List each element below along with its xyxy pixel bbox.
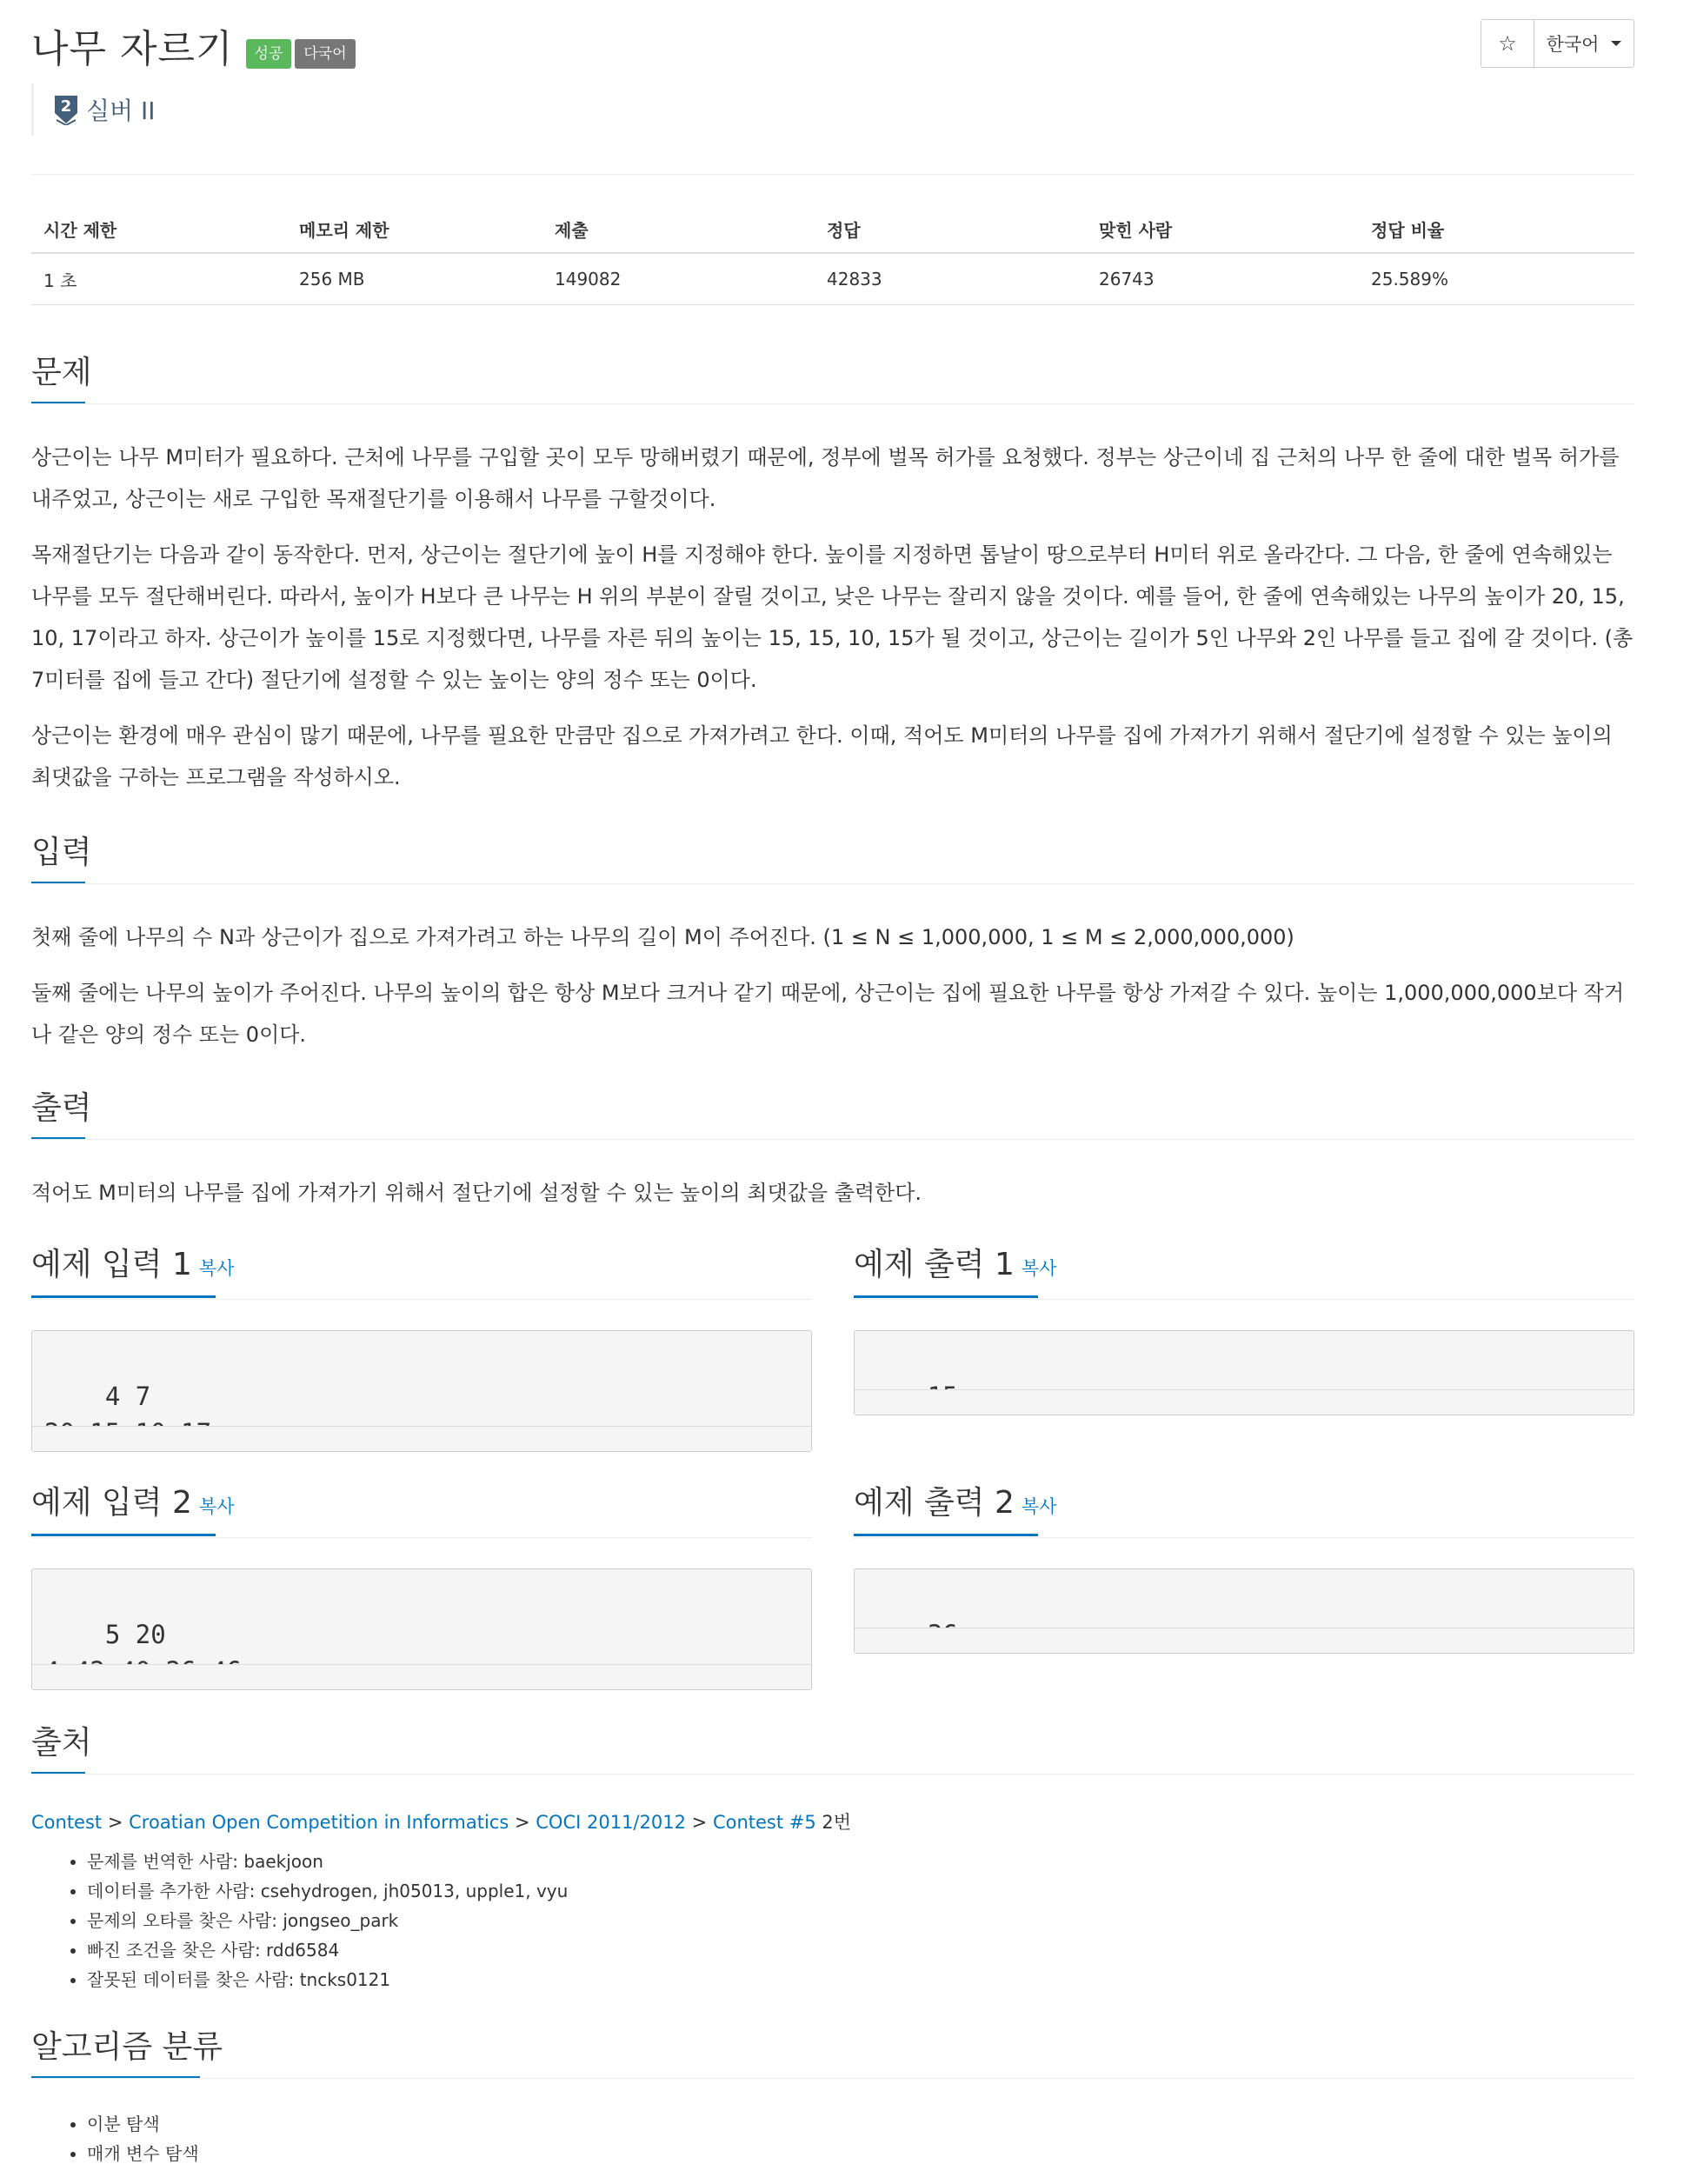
source-link-contest-5[interactable]: Contest #5 [712, 1812, 816, 1833]
source-problem-number: 2번 [822, 1812, 852, 1833]
title-divider [31, 174, 1634, 175]
output-section-label: 출력 [31, 1090, 92, 1126]
header-accept-ratio: 정답 비율 [1359, 205, 1634, 253]
section-underline [31, 1534, 216, 1536]
title-row [31, 19, 356, 71]
sample-input-1-box[interactable] [31, 1330, 812, 1452]
section-divider [31, 1537, 812, 1538]
star-icon: ☆ [1498, 31, 1517, 56]
stats-header-row [31, 205, 1634, 253]
source-section-title [31, 1718, 92, 1762]
value-accept-ratio: 25.589% [1359, 253, 1634, 305]
algorithms-section-title [31, 2022, 223, 2067]
caret-down-icon [1611, 41, 1621, 46]
breadcrumb-separator: > [691, 1812, 708, 1833]
header-solved-users: 맞힌 사람 [1087, 205, 1359, 253]
algorithms-section-label: 알고리즘 분류 [31, 2029, 223, 2065]
source-link-contest[interactable]: Contest [31, 1812, 103, 1833]
multilingual-badge: 다국어 [295, 39, 355, 69]
section-divider [31, 1299, 812, 1300]
value-accepted: 42833 [815, 253, 1087, 305]
stats-value-row [31, 253, 1634, 305]
header-time-limit: 시간 제한 [31, 205, 287, 253]
breadcrumb-separator: > [514, 1812, 530, 1833]
copy-sample-input-2-button[interactable]: 복사 [198, 1496, 235, 1517]
input-paragraph-1: 첫째 줄에 나무의 수 N과 상근이가 집으로 가져가려고 하는 나무의 길이 M이 주어진다. (1 ≤ N ≤ 1,000,000, 1 ≤ M ≤ 2,000,000,000) [31, 925, 1294, 949]
sample-input-2-label: 예제 입력 2 [31, 1485, 192, 1521]
source-link-coi[interactable]: Croatian Open Competition in Informatics [129, 1812, 509, 1833]
algorithm-tag[interactable]: • 매개 변수 탐색 [87, 2139, 199, 2168]
value-submissions: 149082 [542, 253, 815, 305]
section-divider [31, 403, 1634, 404]
input-section-label: 입력 [31, 835, 92, 870]
sample-input-2-title [31, 1478, 234, 1522]
copy-sample-output-1-button[interactable]: 복사 [1021, 1258, 1057, 1279]
value-time-limit: 1 초 [31, 253, 287, 305]
copy-sample-input-1-button[interactable]: 복사 [198, 1258, 235, 1279]
section-divider [31, 883, 1634, 884]
problem-title: 나무 자르기 [31, 27, 234, 71]
input-paragraph-2: 둘째 줄에는 나무의 높이가 주어진다. 나무의 높이의 합은 항상 M보다 크거나 같기 때문에, 상근이는 집에 필요한 나무를 항상 가져갈 수 있다. 높이는 1,000,000,000보다 작거나 같은 양의 정수 또는 0이다. [31, 981, 1625, 1047]
favorite-star-button[interactable] [1481, 20, 1534, 67]
tier-shield-icon [53, 94, 79, 125]
header-submissions: 제출 [542, 205, 815, 253]
value-solved-users: 26743 [1087, 253, 1359, 305]
sample-output-2-title [854, 1478, 1056, 1522]
top-controls [1481, 19, 1634, 68]
copy-sample-output-2-button[interactable]: 복사 [1021, 1496, 1057, 1517]
breadcrumb-separator: > [107, 1812, 123, 1833]
output-paragraph-1: 적어도 M미터의 나무를 집에 가져가기 위해서 절단기에 설정할 수 있는 높이의 최댓값을 출력한다. [31, 1181, 922, 1205]
pre-footer [855, 1389, 1634, 1415]
pre-footer [855, 1628, 1634, 1653]
credits-list [66, 1847, 568, 1994]
section-underline [854, 1534, 1038, 1536]
problem-section-label: 문제 [31, 355, 92, 390]
source-link-coci-year[interactable]: COCI 2011/2012 [536, 1812, 686, 1833]
problem-paragraph-2: 목재절단기는 다음과 같이 동작한다. 먼저, 상근이는 절단기에 높이 H를 지정해야 한다. 높이를 지정하면 톱날이 땅으로부터 H미터 위로 올라간다. 그 다음, 한 줄에 연속해있는 나무를 모두 절단해버린다. 따라서, 높이가 H보다 큰 나무는 H 위의 부분이 잘릴 것이고, 낮은 나무는 잘리지 않을 것이다. 예를 들어, 한 줄에 연속해있는 나무의 높이가 20, 15, 10, 17이라고 하자. 상근이가 높이를 15로 지정했다면, 나무를 자른 뒤의 높이는 15, 15, 10, 15가 될 것이고, 상근이는 길이가 5인 나무와 2인 나무를 들고 집에 갈 것이다. (총 7미터를 집에 들고 간다) 절단기에 설정할 수 있는 높이는 양의 정수 또는 0이다. [31, 543, 1634, 692]
input-section-title [31, 828, 92, 872]
language-dropdown[interactable] [1534, 20, 1634, 67]
tier-number: 2 [60, 97, 72, 116]
sample-input-2-box[interactable] [31, 1568, 812, 1690]
tier-link[interactable]: 실버 II [86, 97, 156, 125]
credit-item: • 빠진 조건을 찾은 사람: rdd6584 [87, 1935, 568, 1965]
source-section-label: 출처 [31, 1725, 92, 1761]
sample-input-1-title [31, 1240, 234, 1284]
success-badge: 성공 [246, 39, 292, 69]
problem-paragraph-3: 상근이는 환경에 매우 관심이 많기 때문에, 나무를 필요한 만큼만 집으로 가져가려고 한다. 이때, 적어도 M미터의 나무를 집에 가져가기 위해서 절단기에 설정할 수 있는 높이의 최댓값을 구하는 프로그램을 작성하시오. [31, 723, 1613, 789]
output-section-title [31, 1083, 92, 1128]
source-breadcrumb [31, 1808, 851, 1834]
sample-output-1-box[interactable] [854, 1330, 1634, 1415]
section-underline [854, 1295, 1038, 1298]
problem-stats-table [31, 205, 1634, 305]
credit-item: • 데이터를 추가한 사람: csehydrogen, jh05013, upple1, vyu [87, 1876, 568, 1906]
section-divider [854, 1299, 1634, 1300]
section-divider [31, 1139, 1634, 1140]
section-divider [854, 1537, 1634, 1538]
problem-paragraph-1: 상근이는 나무 M미터가 필요하다. 근처에 나무를 구입할 곳이 모두 망해버렸기 때문에, 정부에 벌목 허가를 요청했다. 정부는 상근이네 집 근처의 나무 한 줄에 대한 벌목 허가를 내주었고, 상근이는 새로 구입한 목재절단기를 이용해서 나무를 구할것이다. [31, 445, 1620, 511]
language-label: 한국어 [1546, 34, 1600, 55]
section-divider [31, 2078, 1634, 2079]
sample-output-2-box[interactable] [854, 1568, 1634, 1654]
credit-item: • 문제의 오타를 찾은 사람: jongseo_park [87, 1906, 568, 1935]
section-underline [31, 1295, 216, 1298]
sample-output-2-label: 예제 출력 2 [854, 1485, 1015, 1521]
sample-output-1-label: 예제 출력 1 [854, 1247, 1015, 1282]
problem-section-title [31, 348, 92, 392]
algorithm-tag[interactable]: • 이분 탐색 [87, 2109, 199, 2139]
pre-footer [32, 1426, 811, 1451]
header-memory-limit: 메모리 제한 [287, 205, 542, 253]
sample-input-1-label: 예제 입력 1 [31, 1247, 192, 1282]
header-accepted: 정답 [815, 205, 1087, 253]
pre-footer [32, 1664, 811, 1689]
value-memory-limit: 256 MB [287, 253, 542, 305]
sample-input-2-content: 5 20 [104, 1620, 166, 1649]
sample-input-1-content: 4 7 [104, 1382, 151, 1411]
algorithm-tags-list [66, 2109, 199, 2168]
credit-item: • 문제를 번역한 사람: baekjoon [87, 1847, 568, 1876]
sample-output-1-title [854, 1240, 1056, 1284]
credit-item: • 잘못된 데이터를 찾은 사람: tncks0121 [87, 1965, 568, 1994]
tier-row [31, 83, 156, 136]
